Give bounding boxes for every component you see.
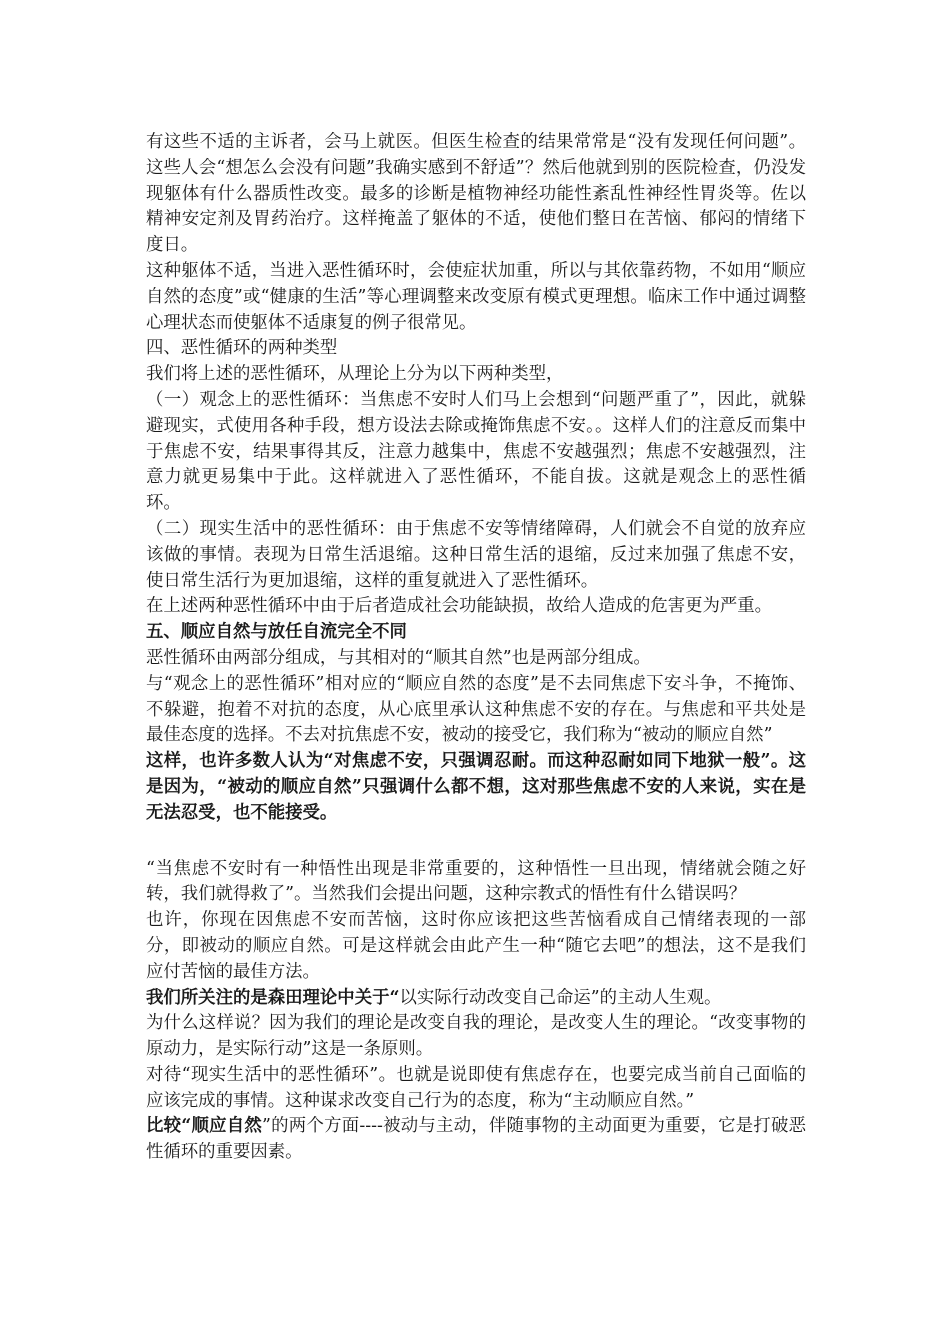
paragraph-text: 以实际行动改变自己命运”的主动人生观。 — [399, 987, 722, 1008]
paragraph: 我们将上述的恶性循环，从理论上分为以下两种类型， — [146, 364, 564, 385]
paragraph-text: ”的两个方面----被动与主动，伴随事物的主动面更为重要，它是打破恶性循环的重要因素。 — [146, 1116, 806, 1163]
document-body — [146, 130, 806, 1166]
paragraph: 也许，你现在因焦虑不安而苦恼，这时你应该把这些苦恼看成自己情绪表现的一部分，即被动的顺应自然。可是这样就会由此产生一种“随它去吧”的想法，这不是我们应付苦恼的最佳方法。 — [146, 910, 806, 982]
paragraph: 与“观念上的恶性循环”相对应的“顺应自然的态度”是不去同焦虑下安斗争，不掩饰、不躲避，抱着不对抗的态度，从心底里承认这种焦虑不安的存在。与焦虑和平共处是最佳态度的选择。不去对抗焦虑不安，被动的接受它，我们称为“被动的顺应自然” — [146, 673, 806, 746]
bold-lead-text: 比较“顺应自然 — [146, 1116, 263, 1137]
paragraph: 恶性循环由两部分组成，与其相对的“顺其自然”也是两部分组成。 — [146, 647, 651, 668]
paragraph: 在上述两种恶性循环中由于后者造成社会功能缺损，故给人造成的危害更为严重。 — [146, 596, 773, 617]
section-heading: 四、恶性循环的两种类型 — [146, 338, 338, 359]
paragraph-gap — [146, 827, 806, 857]
section-heading: 五、顺应自然与放任自流完全不同 — [146, 622, 407, 643]
paragraph — [146, 1114, 806, 1166]
paragraph: （二）现实生活中的恶性循环：由于焦虑不安等情绪障碍，人们就会不自觉的放弃应该做的事情。表现为日常生活退缩。这种日常生活的退缩，反过来加强了焦虑不安，使日常生活行为更加退缩，这样的重复就进入了恶性循环。 — [146, 518, 806, 591]
paragraph: “当焦虑不安时有一种悟性出现是非常重要的，这种悟性一旦出现，情绪就会随之好转，我们就得救了”。当然我们会提出问题，这种宗教式的悟性有什么错误吗？ — [146, 858, 806, 905]
bold-lead-text: 我们所关注的是森田理论中关于“ — [146, 987, 400, 1008]
paragraph — [146, 986, 806, 1012]
bold-paragraph: 这样，也许多数人认为“对焦虑不安，只强调忍耐。而这种忍耐如同下地狱一般”。这是因为，“被动的顺应自然”只强调什么都不想，这对那些焦虑不安的人来说，实在是无法忍受，也不能接受。 — [146, 751, 806, 823]
paragraph: 这种躯体不适，当进入恶性循环时，会使症状加重，所以与其依靠药物，不如用“顺应自然的态度”或“健康的生活”等心理调整来改变原有模式更理想。临床工作中通过调整心理状态而使躯体不适康复的例子很常见。 — [146, 260, 806, 333]
paragraph: 为什么这样说？因为我们的理论是改变自我的理论，是改变人生的理论。“改变事物的原动力，是实际行动”这是一条原则。 — [146, 1013, 806, 1060]
paragraph: 对待“现实生活中的恶性循环”。也就是说即使有焦虑存在，也要完成当前自己面临的应该完成的事情。这种谋求改变自己行为的态度，称为“主动顺应自然。” — [146, 1064, 806, 1111]
paragraph: 有这些不适的主诉者，会马上就医。但医生检查的结果常常是“没有发现任何问题”。这些人会“想怎么会没有问题”我确实感到不舒适”？然后他就到别的医院检查，仍没发现躯体有什么器质性改变。最多的诊断是植物神经功能性紊乱性神经性胃炎等。佐以精神安定剂及胃药治疗。这样掩盖了躯体的不适，使他们整日在苦恼、郁闷的情绪下度日。 — [146, 132, 806, 256]
paragraph: （一）观念上的恶性循环：当焦虑不安时人们马上会想到“问题严重了”，因此，就躲避现实，式使用各种手段，想方设法去除或掩饰焦虑不安。。这样人们的注意反而集中于焦虑不安，结果事得其反，注意力越集中，焦虑不安越强烈；焦虑不安越强烈，注意力就更易集中于此。这样就进入了恶性循环，不能自拔。这就是观念上的恶性循环。 — [146, 389, 806, 514]
